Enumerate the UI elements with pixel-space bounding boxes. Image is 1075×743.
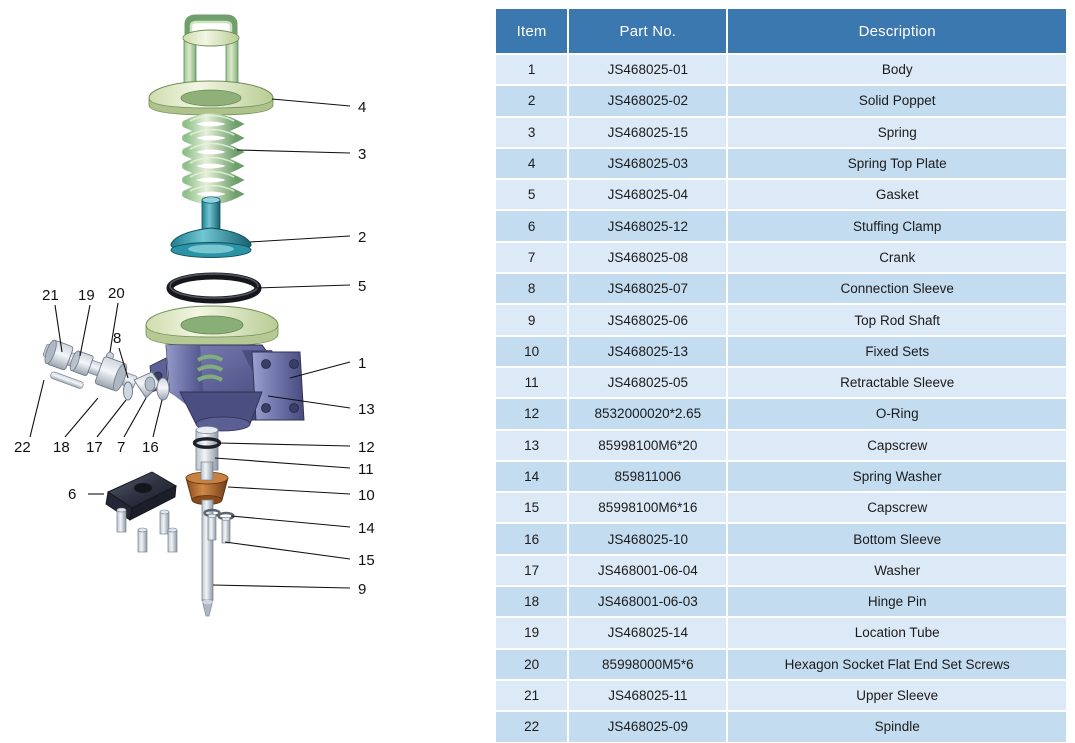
callout-5: 5 (358, 278, 367, 295)
cell-description: Body (727, 54, 1067, 85)
cell-description: Connection Sleeve (727, 273, 1067, 304)
cell-description: Gasket (727, 179, 1067, 210)
table-row (495, 210, 1067, 241)
cell-description: O-Ring (727, 398, 1067, 429)
column-header-part-no: Part No. (568, 8, 727, 54)
callout-18: 18 (53, 439, 70, 456)
callout-6: 6 (68, 486, 77, 503)
cell-part-no: JS468025-08 (568, 242, 727, 273)
cell-part-no: JS468025-14 (568, 617, 727, 648)
cell-description: Capscrew (727, 430, 1067, 461)
table-row (495, 680, 1067, 711)
cell-description: Hinge Pin (727, 586, 1067, 617)
table-row (495, 85, 1067, 116)
cell-description: Top Rod Shaft (727, 304, 1067, 335)
cell-item: 22 (495, 711, 568, 742)
cell-part-no: JS468001-06-03 (568, 586, 727, 617)
cell-part-no: JS468025-03 (568, 148, 727, 179)
cell-part-no: JS468025-12 (568, 210, 727, 241)
cell-description: Hexagon Socket Flat End Set Screws (727, 649, 1067, 680)
table-row (495, 649, 1067, 680)
table-row (495, 586, 1067, 617)
callout-2: 2 (358, 229, 367, 246)
cell-part-no: JS468025-05 (568, 367, 727, 398)
callout-15: 15 (358, 552, 375, 569)
callout-11: 11 (358, 461, 374, 478)
callout-13: 13 (358, 401, 375, 418)
cell-part-no: 859811006 (568, 461, 727, 492)
cell-item: 18 (495, 586, 568, 617)
cell-item: 11 (495, 367, 568, 398)
table-row (495, 711, 1067, 742)
cell-item: 12 (495, 398, 568, 429)
callout-16: 16 (142, 439, 159, 456)
parts-list-table (495, 8, 1067, 743)
table-row (495, 304, 1067, 335)
table-row (495, 430, 1067, 461)
cell-part-no: JS468025-10 (568, 523, 727, 554)
table-row (495, 273, 1067, 304)
part-1-body (146, 306, 304, 431)
column-header-item: Item (495, 8, 568, 54)
callout-20: 20 (108, 285, 125, 302)
cell-item: 14 (495, 461, 568, 492)
callout-1: 1 (358, 355, 367, 372)
cell-part-no: JS468025-06 (568, 304, 727, 335)
cell-item: 8 (495, 273, 568, 304)
cell-part-no: 8532000020*2.65 (568, 398, 727, 429)
callout-10: 10 (358, 487, 375, 504)
cell-description: Spring (727, 117, 1067, 148)
table-row (495, 555, 1067, 586)
callout-3: 3 (358, 146, 367, 163)
cell-item: 7 (495, 242, 568, 273)
cell-item: 6 (495, 210, 568, 241)
table-row (495, 242, 1067, 273)
callout-7: 7 (117, 439, 126, 456)
callout-12: 12 (358, 439, 375, 456)
table-row (495, 117, 1067, 148)
table-row (495, 148, 1067, 179)
cell-description: Spring Washer (727, 461, 1067, 492)
cell-item: 9 (495, 304, 568, 335)
part-2-solid-poppet (171, 197, 251, 258)
cell-part-no: JS468025-11 (568, 680, 727, 711)
cell-item: 5 (495, 179, 568, 210)
cell-item: 15 (495, 492, 568, 523)
table-header (495, 8, 1067, 54)
cell-item: 16 (495, 523, 568, 554)
cell-part-no: JS468001-06-04 (568, 555, 727, 586)
cell-part-no: JS468025-07 (568, 273, 727, 304)
cell-item: 2 (495, 85, 568, 116)
callout-9: 9 (358, 581, 367, 598)
callout-14: 14 (358, 520, 375, 537)
cell-description: Retractable Sleeve (727, 367, 1067, 398)
cell-description: Washer (727, 555, 1067, 586)
callout-19: 19 (78, 287, 95, 304)
cell-item: 1 (495, 54, 568, 85)
callout-22: 22 (14, 439, 31, 456)
cell-part-no: JS468025-04 (568, 179, 727, 210)
cell-item: 10 (495, 336, 568, 367)
cell-part-no: 85998100M6*20 (568, 430, 727, 461)
table-row (495, 367, 1067, 398)
table-row (495, 179, 1067, 210)
cell-description: Fixed Sets (727, 336, 1067, 367)
table-row (495, 461, 1067, 492)
table-row (495, 336, 1067, 367)
cell-description: Bottom Sleeve (727, 523, 1067, 554)
callout-17: 17 (86, 439, 103, 456)
cell-description: Spring Top Plate (727, 148, 1067, 179)
cell-item: 3 (495, 117, 568, 148)
table-row (495, 523, 1067, 554)
exploded-diagram (0, 0, 490, 700)
table-row (495, 398, 1067, 429)
part-6-stuffing-clamp (106, 472, 177, 552)
table-body (495, 54, 1067, 743)
cell-part-no: JS468025-09 (568, 711, 727, 742)
cell-item: 21 (495, 680, 568, 711)
cell-part-no: JS468025-02 (568, 85, 727, 116)
table-row (495, 617, 1067, 648)
cell-item: 19 (495, 617, 568, 648)
part-3-spring (186, 116, 236, 201)
cell-description: Upper Sleeve (727, 680, 1067, 711)
table-header-row (495, 8, 1067, 54)
cell-item: 17 (495, 555, 568, 586)
cell-item: 20 (495, 649, 568, 680)
part-5-gasket (170, 274, 258, 300)
cell-part-no: 85998000M5*6 (568, 649, 727, 680)
cell-part-no: JS468025-01 (568, 54, 727, 85)
cell-description: Spindle (727, 711, 1067, 742)
cell-item: 13 (495, 430, 568, 461)
part-10-fixed-sets (186, 462, 228, 505)
cell-part-no: 85998100M6*16 (568, 492, 727, 523)
cell-part-no: JS468025-15 (568, 117, 727, 148)
cell-description: Solid Poppet (727, 85, 1067, 116)
callout-4: 4 (358, 99, 367, 116)
cell-item: 4 (495, 148, 568, 179)
cell-part-no: JS468025-13 (568, 336, 727, 367)
cell-description: Location Tube (727, 617, 1067, 648)
table-row (495, 54, 1067, 85)
cell-description: Crank (727, 242, 1067, 273)
cell-description: Capscrew (727, 492, 1067, 523)
callout-21: 21 (42, 287, 59, 304)
part-4-spring-top-plate (149, 18, 273, 115)
column-header-description: Description (727, 8, 1067, 54)
table-row (495, 492, 1067, 523)
cell-description: Stuffing Clamp (727, 210, 1067, 241)
callout-8: 8 (113, 330, 122, 347)
